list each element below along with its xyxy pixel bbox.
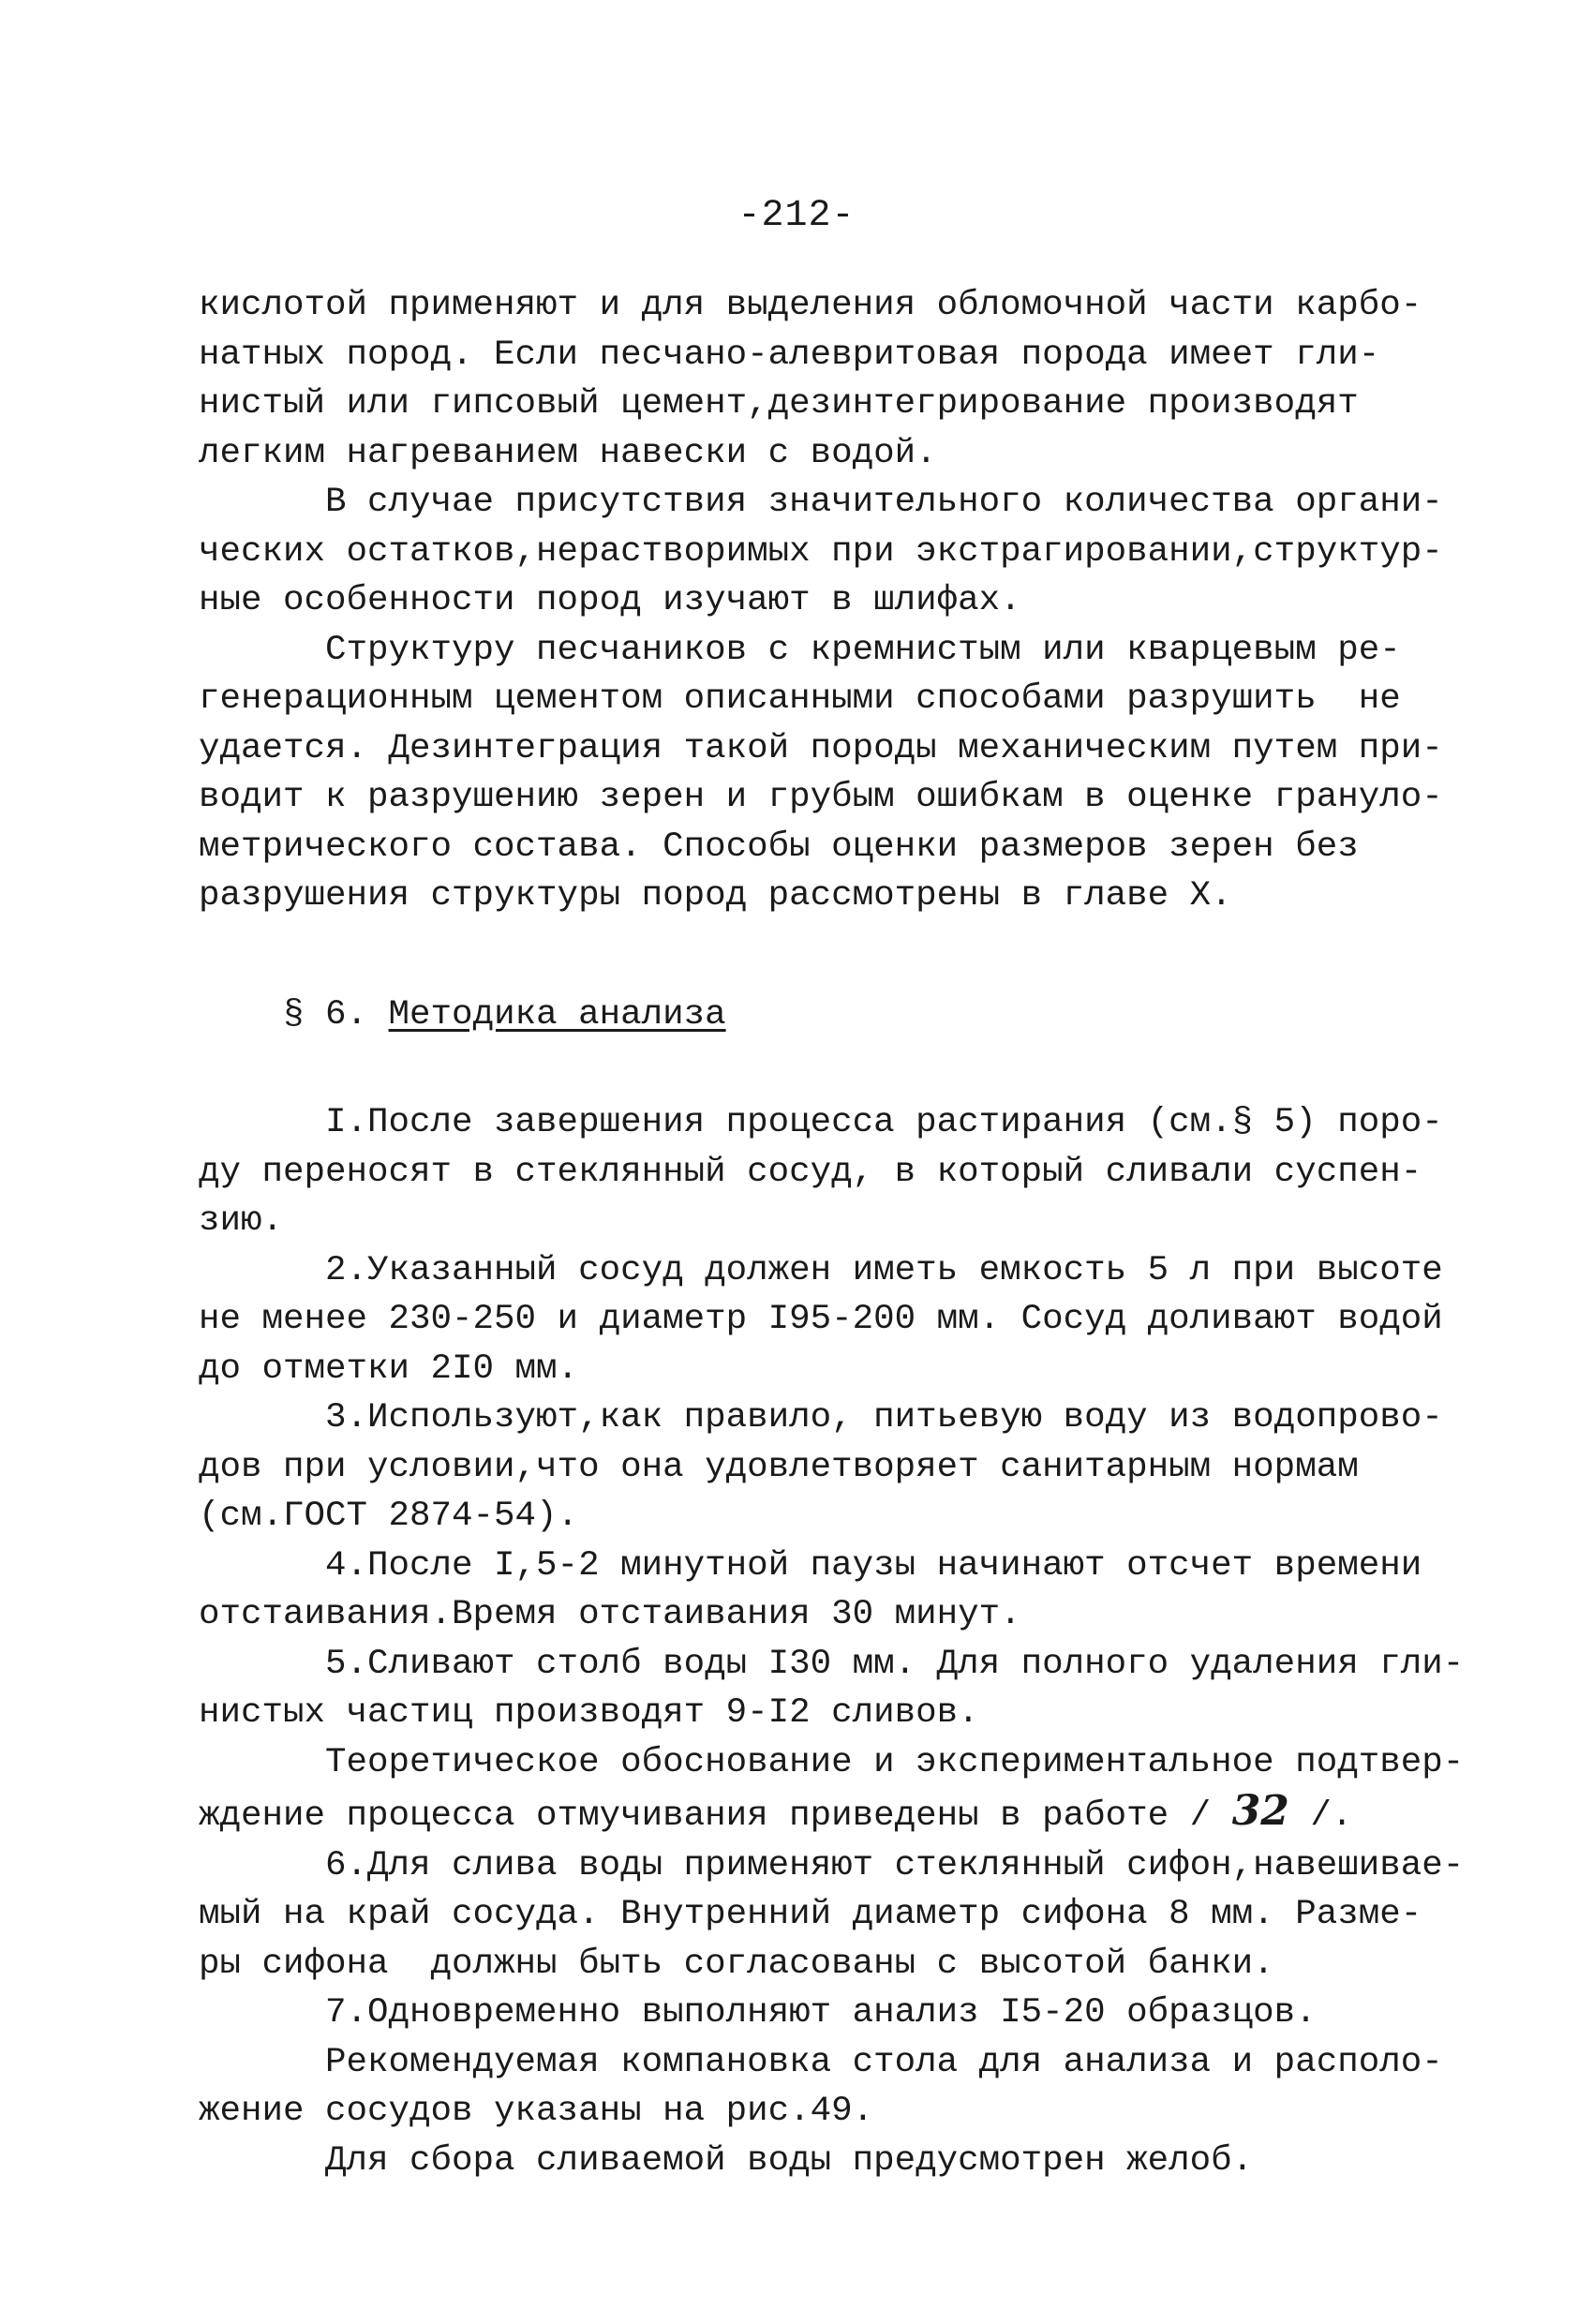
item-2 — [199, 1246, 1443, 1394]
paragraph-layout-recommendation — [199, 2038, 1443, 2137]
handwritten-reference: 32 — [1231, 1787, 1289, 1835]
text-line: мый на край сосуда. Внутренний диаметр сифона 8 мм. Разме- — [199, 1895, 1422, 1934]
section-prefix: § 6. — [283, 995, 368, 1035]
text-line: (см.ГОСТ 2874-54). — [199, 1497, 579, 1536]
text-line: Для сбора сливаемой воды предусмотрен желоб. — [199, 2140, 1254, 2181]
text-line — [199, 1787, 1417, 1841]
text-line: нистый или гипсовый цемент,дезинтегрирование производят — [199, 384, 1359, 424]
item-3 — [199, 1393, 1443, 1542]
text-line: до отметки 2I0 мм. — [199, 1348, 579, 1389]
text-line: 6.Для слива воды применяют стеклянный сифон,навешивае- — [199, 1845, 1465, 1885]
item-7 — [199, 1989, 1417, 2038]
theory-text-end: /. — [1288, 1796, 1353, 1836]
text-line: 7.Одновременно выполняют анализ I5-20 образцов. — [199, 1993, 1317, 2033]
text-line: дов при условии,что она удовлетворяет санитарным нормам — [199, 1447, 1359, 1487]
text-line: легким нагреванием навески с водой. — [199, 433, 937, 473]
section-heading — [199, 942, 1417, 1090]
text-line: кислотой применяют и для выделения обломочной части карбо- — [199, 286, 1422, 325]
text-line: натных пород. Если песчано-алевритовая порода имеет гли- — [199, 335, 1380, 375]
text-line: I.После завершения процесса растирания (см.§ 5) поро- — [199, 1103, 1443, 1142]
item-6 — [199, 1841, 1465, 1989]
text-line: отстаивания.Время отстаивания 30 минут. — [199, 1595, 1021, 1634]
text-line: 5.Сливают столб воды I30 мм. Для полного удаления гли- — [199, 1644, 1465, 1684]
text-line: нистых частиц производят 9-I2 сливов. — [199, 1693, 979, 1733]
item-5 — [199, 1640, 1465, 1738]
item-1 — [199, 1098, 1443, 1246]
text-line: 4.После I,5-2 минутной паузы начинают отсчет времени — [199, 1545, 1422, 1586]
document-body — [199, 281, 1465, 2185]
text-line: генерационным цементом описанными способами разрушить не — [199, 679, 1401, 719]
text-line: 2.Указанный сосуд должен иметь емкость 5 л при высоте — [199, 1250, 1443, 1290]
item-4 — [199, 1542, 1422, 1640]
text-line: 3.Используют,как правило, питьевую воду из водопрово- — [199, 1398, 1443, 1438]
text-line: Рекомендуемая компановка стола для анализа и располо- — [199, 2042, 1443, 2082]
text-line: Структуру песчаников с кремнистым или кварцевым ре- — [199, 630, 1401, 670]
text-line: ду переносят в стеклянный сосуд, в который сливали суспен- — [199, 1152, 1422, 1192]
text-line: жение сосудов указаны на рис.49. — [199, 2092, 874, 2131]
text-line: разрушения структуры пород рассмотрены в главе X. — [199, 876, 1232, 916]
section-title: Методика анализа — [388, 995, 726, 1035]
paragraph-theory — [199, 1738, 1465, 1841]
text-line: не менее 230-250 и диаметр I95-200 мм. Сосуд доливают водой — [199, 1300, 1443, 1339]
paragraph-sandstone-structure — [199, 626, 1443, 921]
page-number: -212- — [737, 195, 856, 237]
text-line: водит к разрушению зерен и грубым ошибкам в оценке грануло- — [199, 778, 1443, 817]
text-line: ные особенности пород изучают в шлифах. — [199, 581, 1021, 620]
text-line: ческих остатков,нерастворимых при экстрагировании,структур- — [199, 531, 1443, 572]
text-line: В случае присутствия значительного количества органи- — [199, 483, 1443, 522]
paragraph-drain-trough — [199, 2137, 1417, 2186]
text-line: удается. Дезинтеграция такой породы механическим путем при- — [199, 728, 1443, 768]
text-line: зию. — [199, 1201, 284, 1241]
theory-text: ждение процесса отмучивания приведены в работе / — [199, 1796, 1232, 1836]
paragraph-organic-remains — [199, 478, 1443, 626]
text-line: Теоретическое обоснование и экспериментальное подтвер- — [199, 1742, 1465, 1782]
text-line: метрического состава. Способы оценки размеров зерен без — [199, 827, 1359, 867]
text-line: ры сифона должны быть согласованы с высотой банки. — [199, 1944, 1274, 1984]
paragraph-acid-treatment — [199, 281, 1422, 478]
